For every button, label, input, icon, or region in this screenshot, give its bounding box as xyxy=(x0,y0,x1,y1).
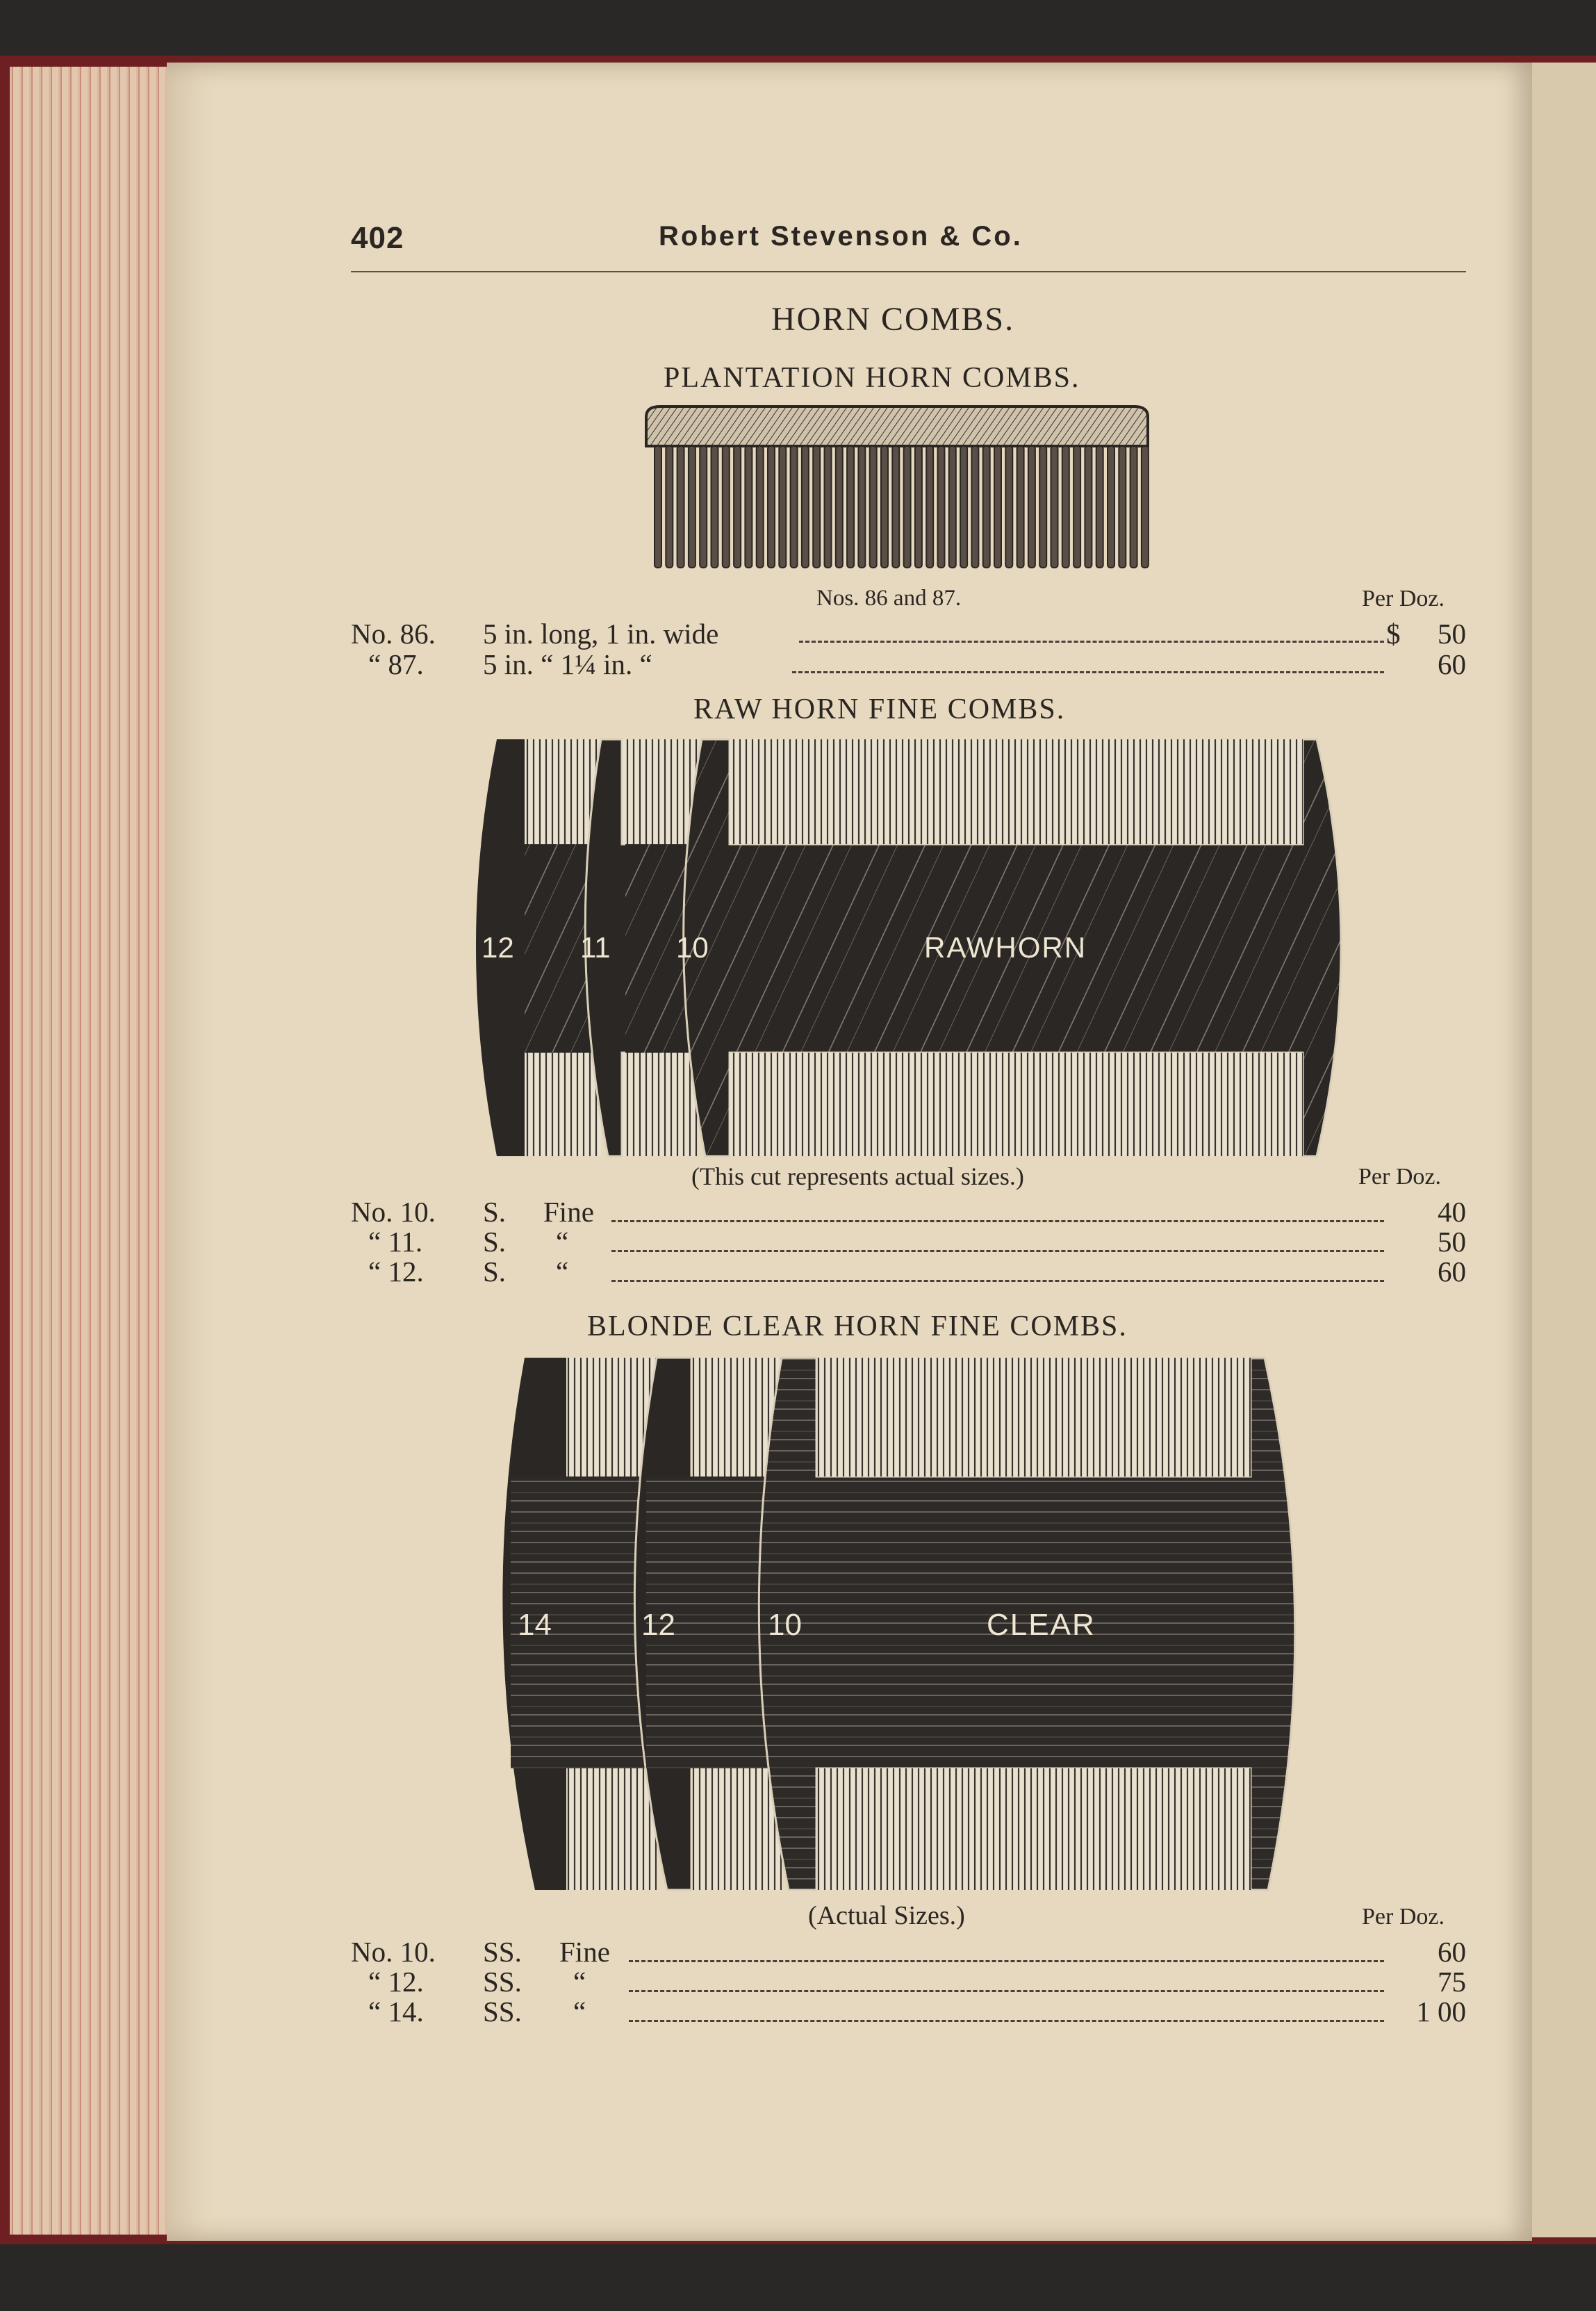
comb-tooth xyxy=(847,446,854,568)
comb-tooth xyxy=(1073,446,1080,568)
comb-tooth xyxy=(813,446,820,568)
comb-tooth xyxy=(779,446,786,568)
comb-tooth xyxy=(791,446,798,568)
comb-tooth xyxy=(994,446,1001,568)
leader-line xyxy=(629,1990,1384,1992)
raw-horn-caption: (This cut represents actual sizes.) xyxy=(691,1162,1024,1190)
raw-horn-row-grade: S. xyxy=(483,1196,507,1228)
raw-horn-row-price: 60 xyxy=(1438,1256,1466,1288)
comb-tooth xyxy=(836,446,843,568)
comb-tooth xyxy=(1005,446,1012,568)
blonde-row-grade: SS. xyxy=(483,1936,522,1968)
comb-tooth xyxy=(825,446,832,568)
blonde-row-no: No. 10. xyxy=(351,1936,436,1968)
plantation-row-size: 5 in. long, 1 in. wide xyxy=(483,618,719,650)
blonde-row-no: “ 14. xyxy=(368,1996,424,2028)
blonde-row-price: 1 00 xyxy=(1416,1996,1466,2028)
raw-horn-row-price: 40 xyxy=(1438,1196,1466,1228)
comb-tooth xyxy=(870,446,877,568)
comb-tooth xyxy=(938,446,945,568)
page-number: 402 xyxy=(351,221,404,255)
comb-tooth xyxy=(700,446,707,568)
comb-tooth xyxy=(971,446,978,568)
comb-tooth xyxy=(677,446,684,568)
comb-tooth xyxy=(960,446,967,568)
plantation-row-price: 60 xyxy=(1438,648,1466,680)
blonde-row-grade: SS. xyxy=(483,1996,522,2028)
comb-label-10: 10 xyxy=(676,931,709,964)
comb-label-12: 12 xyxy=(641,1608,675,1642)
plantation-comb-illustration xyxy=(632,403,1162,577)
plantation-row-no: No. 86. xyxy=(351,618,436,650)
leader-line xyxy=(611,1220,1384,1222)
comb-tooth xyxy=(1130,446,1137,568)
blonde-row-grade: SS. xyxy=(483,1966,522,1998)
blonde-row-desc: “ xyxy=(573,1966,586,1998)
raw-horn-row-desc: Fine xyxy=(543,1196,594,1228)
raw-horn-row-no: “ 12. xyxy=(368,1256,424,1288)
facing-page-edge xyxy=(1529,63,1596,2237)
raw-horn-row-no: No. 10. xyxy=(351,1196,436,1228)
comb-tooth xyxy=(723,446,730,568)
blonde-row-no: “ 12. xyxy=(368,1966,424,1998)
leader-line xyxy=(611,1250,1384,1252)
blonde-row-desc: “ xyxy=(573,1996,586,2028)
comb-tooth xyxy=(949,446,956,568)
comb-tooth xyxy=(745,446,752,568)
comb-tooth xyxy=(983,446,990,568)
raw-horn-row-grade: S. xyxy=(483,1256,507,1288)
comb-label-clear: CLEAR xyxy=(987,1608,1096,1642)
comb-label-14: 14 xyxy=(518,1608,552,1642)
comb-tooth xyxy=(802,446,809,568)
leader-line xyxy=(799,641,1384,643)
comb-tooth xyxy=(768,446,775,568)
blonde-per-doz: Per Doz. xyxy=(1362,1904,1445,1930)
comb-tooth xyxy=(757,446,764,568)
comb-tooth xyxy=(858,446,865,568)
page-edges xyxy=(10,67,183,2235)
comb-tooth xyxy=(711,446,718,568)
raw-horn-row-desc: “ xyxy=(556,1256,569,1288)
comb-tooth xyxy=(926,446,933,568)
blonde-row-price: 75 xyxy=(1438,1966,1466,1998)
dollar-sign: $ xyxy=(1386,618,1401,650)
plantation-per-doz: Per Doz. xyxy=(1362,586,1445,611)
raw-horn-row-desc: “ xyxy=(556,1226,569,1258)
raw-horn-heading: RAW HORN FINE COMBS. xyxy=(693,693,1066,725)
leader-line xyxy=(611,1280,1384,1282)
comb-tooth xyxy=(1039,446,1046,568)
raw-horn-row-price: 50 xyxy=(1438,1226,1466,1258)
comb-tooth xyxy=(1096,446,1103,568)
comb-tooth xyxy=(892,446,899,568)
comb-tooth xyxy=(666,446,673,568)
comb-label-12: 12 xyxy=(482,931,514,964)
header-rule xyxy=(351,271,1466,272)
blonde-caption: (Actual Sizes.) xyxy=(808,1901,965,1930)
leader-line xyxy=(792,671,1384,673)
comb-tooth xyxy=(689,446,696,568)
comb-tooth xyxy=(881,446,888,568)
comb-label-11: 11 xyxy=(580,931,611,964)
plantation-row-price: 50 xyxy=(1438,618,1466,650)
raw-horn-per-doz: Per Doz. xyxy=(1358,1164,1441,1190)
plantation-heading: PLANTATION HORN COMBS. xyxy=(664,362,1080,394)
leader-line xyxy=(629,1960,1384,1962)
plantation-row-no: “ 87. xyxy=(368,648,424,680)
comb-tooth xyxy=(1119,446,1126,568)
comb-tooth xyxy=(734,446,741,568)
comb-tooth xyxy=(1028,446,1035,568)
comb-tooth xyxy=(1051,446,1058,568)
comb-tooth xyxy=(1142,446,1149,568)
blonde-heading: BLONDE CLEAR HORN FINE COMBS. xyxy=(587,1310,1128,1342)
raw-horn-row-grade: S. xyxy=(483,1226,507,1258)
comb-tooth xyxy=(1108,446,1114,568)
section-title: HORN COMBS. xyxy=(771,301,1015,338)
blonde-row-desc: Fine xyxy=(559,1936,610,1968)
comb-label-rawhorn: RAWHORN xyxy=(924,931,1087,964)
comb-tooth xyxy=(655,446,661,568)
blonde-combs-illustration xyxy=(497,1355,1317,1893)
running-head: Robert Stevenson & Co. xyxy=(659,221,1023,252)
plantation-caption: Nos. 86 and 87. xyxy=(816,586,962,611)
raw-horn-row-no: “ 11. xyxy=(368,1226,423,1258)
comb-tooth xyxy=(1085,446,1092,568)
blonde-row-price: 60 xyxy=(1438,1936,1466,1968)
comb-tooth xyxy=(1062,446,1069,568)
comb-tooth xyxy=(904,446,911,568)
comb-tooth xyxy=(915,446,922,568)
plantation-row-size: 5 in. “ 1¼ in. “ xyxy=(483,648,652,680)
raw-horn-combs-illustration xyxy=(462,737,1351,1160)
leader-line xyxy=(629,2020,1384,2022)
comb-tooth xyxy=(1017,446,1024,568)
comb-label-10: 10 xyxy=(768,1608,802,1642)
